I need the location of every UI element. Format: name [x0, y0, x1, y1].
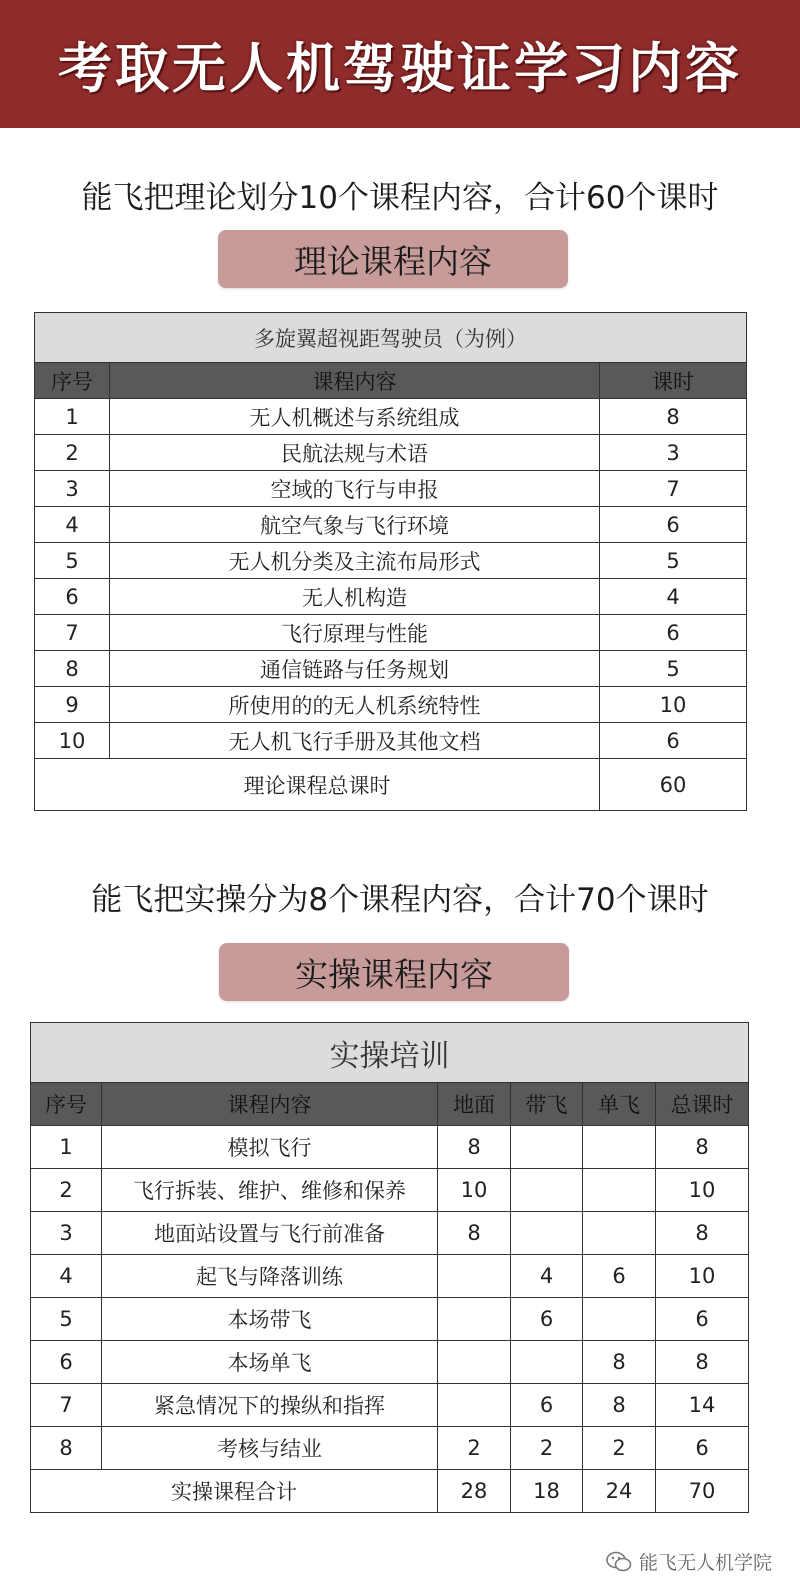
- title-banner: [0, 0, 800, 128]
- table-caption-row: [35, 313, 747, 363]
- solo-hours: [583, 1212, 656, 1255]
- total-dual: 18: [511, 1470, 583, 1513]
- solo-hours: 6: [583, 1255, 656, 1298]
- course-hours: 6: [600, 507, 747, 543]
- total-hours: 10: [656, 1169, 749, 1212]
- table-row: [35, 507, 747, 543]
- course-hours: 5: [600, 651, 747, 687]
- total-hours: 10: [656, 1255, 749, 1298]
- table-header-row: [31, 1083, 749, 1126]
- ground-hours: [438, 1384, 511, 1427]
- total-solo: 24: [583, 1470, 656, 1513]
- theory-section-label: 理论课程内容: [218, 230, 568, 288]
- table-header-row: [35, 363, 747, 399]
- total-row: [31, 1470, 749, 1513]
- solo-hours: [583, 1298, 656, 1341]
- course-name: 飞行原理与性能: [110, 615, 600, 651]
- total-hours: 6: [656, 1298, 749, 1341]
- practice-section-label: 实操课程内容: [219, 943, 569, 1001]
- total-hours: 14: [656, 1384, 749, 1427]
- course-name: 地面站设置与飞行前准备: [102, 1212, 438, 1255]
- row-index: 5: [31, 1298, 102, 1341]
- course-name: 所使用的的无人机系统特性: [110, 687, 600, 723]
- table-row: [31, 1212, 749, 1255]
- course-name: 紧急情况下的操纵和指挥: [102, 1384, 438, 1427]
- table-row: [31, 1126, 749, 1169]
- course-name: 起飞与降落训练: [102, 1255, 438, 1298]
- table-row: [35, 471, 747, 507]
- table-row: [35, 651, 747, 687]
- row-index: 1: [31, 1126, 102, 1169]
- table-row: [31, 1298, 749, 1341]
- table-caption: 多旋翼超视距驾驶员（为例）: [35, 313, 747, 363]
- course-name: 考核与结业: [102, 1427, 438, 1470]
- dual-hours: [511, 1126, 583, 1169]
- practice-intro: 能飞把实操分为8个课程内容，合计70个课时: [91, 882, 709, 918]
- row-index: 2: [31, 1169, 102, 1212]
- row-index: 4: [35, 507, 110, 543]
- row-index: 2: [35, 435, 110, 471]
- table-row: [31, 1427, 749, 1470]
- table-row: [35, 723, 747, 759]
- course-hours: 6: [600, 723, 747, 759]
- total-hours: 8: [656, 1341, 749, 1384]
- row-index: 3: [35, 471, 110, 507]
- table-row: [31, 1341, 749, 1384]
- total-hours: 70: [656, 1470, 749, 1513]
- dual-hours: [511, 1341, 583, 1384]
- table-row: [35, 399, 747, 435]
- dual-hours: 2: [511, 1427, 583, 1470]
- course-name: 无人机概述与系统组成: [110, 399, 600, 435]
- row-index: 9: [35, 687, 110, 723]
- ground-hours: [438, 1341, 511, 1384]
- course-name: 航空气象与飞行环境: [110, 507, 600, 543]
- course-name: 模拟飞行: [102, 1126, 438, 1169]
- row-index: 1: [35, 399, 110, 435]
- total-label: 理论课程总课时: [35, 759, 600, 811]
- row-index: 10: [35, 723, 110, 759]
- course-hours: 10: [600, 687, 747, 723]
- row-index: 7: [31, 1384, 102, 1427]
- course-name: 飞行拆装、维护、维修和保养: [102, 1169, 438, 1212]
- course-name: 无人机构造: [110, 579, 600, 615]
- total-hours: 8: [656, 1126, 749, 1169]
- wechat-icon: [605, 1551, 633, 1573]
- course-hours: 5: [600, 543, 747, 579]
- total-label: 实操课程合计: [31, 1470, 438, 1513]
- dual-hours: 6: [511, 1384, 583, 1427]
- header-course: 课程内容: [102, 1083, 438, 1126]
- ground-hours: 8: [438, 1126, 511, 1169]
- ground-hours: 8: [438, 1212, 511, 1255]
- solo-hours: [583, 1169, 656, 1212]
- total-value: 60: [600, 759, 747, 811]
- watermark: [605, 1548, 772, 1575]
- table-row: [35, 687, 747, 723]
- dual-hours: [511, 1169, 583, 1212]
- dual-hours: 6: [511, 1298, 583, 1341]
- row-index: 3: [31, 1212, 102, 1255]
- table-row: [35, 543, 747, 579]
- course-name: 本场带飞: [102, 1298, 438, 1341]
- course-hours: 4: [600, 579, 747, 615]
- course-name: 本场单飞: [102, 1341, 438, 1384]
- row-index: 8: [31, 1427, 102, 1470]
- header-dual: 带飞: [511, 1083, 583, 1126]
- header-total: 总课时: [656, 1083, 749, 1126]
- table-row: [35, 579, 747, 615]
- watermark-text: 能飞无人机学院: [638, 1552, 772, 1574]
- total-ground: 28: [438, 1470, 511, 1513]
- solo-hours: [583, 1126, 656, 1169]
- ground-hours: [438, 1298, 511, 1341]
- row-index: 6: [35, 579, 110, 615]
- table-row: [35, 615, 747, 651]
- course-hours: 3: [600, 435, 747, 471]
- table-caption: 实操培训: [31, 1023, 749, 1083]
- header-index: 序号: [31, 1083, 102, 1126]
- page-title: 考取无人机驾驶证学习内容: [58, 36, 742, 100]
- header-course: 课程内容: [110, 363, 600, 399]
- table-row: [35, 435, 747, 471]
- course-name: 民航法规与术语: [110, 435, 600, 471]
- solo-hours: 8: [583, 1341, 656, 1384]
- course-name: 无人机分类及主流布局形式: [110, 543, 600, 579]
- header-ground: 地面: [438, 1083, 511, 1126]
- row-index: 5: [35, 543, 110, 579]
- header-hours: 课时: [600, 363, 747, 399]
- course-name: 空域的飞行与申报: [110, 471, 600, 507]
- theory-intro: 能飞把理论划分10个课程内容，合计60个课时: [81, 180, 719, 216]
- table-caption-row: [31, 1023, 749, 1083]
- header-index: 序号: [35, 363, 110, 399]
- total-hours: 8: [656, 1212, 749, 1255]
- ground-hours: 2: [438, 1427, 511, 1470]
- course-name: 通信链路与任务规划: [110, 651, 600, 687]
- row-index: 8: [35, 651, 110, 687]
- practice-course-table: [30, 1022, 749, 1513]
- dual-hours: 4: [511, 1255, 583, 1298]
- ground-hours: 10: [438, 1169, 511, 1212]
- ground-hours: [438, 1255, 511, 1298]
- row-index: 6: [31, 1341, 102, 1384]
- header-solo: 单飞: [583, 1083, 656, 1126]
- dual-hours: [511, 1212, 583, 1255]
- total-hours: 6: [656, 1427, 749, 1470]
- table-row: [31, 1255, 749, 1298]
- theory-course-table: [34, 312, 747, 811]
- course-hours: 8: [600, 399, 747, 435]
- row-index: 4: [31, 1255, 102, 1298]
- course-hours: 7: [600, 471, 747, 507]
- total-row: [35, 759, 747, 811]
- solo-hours: 8: [583, 1384, 656, 1427]
- table-row: [31, 1384, 749, 1427]
- solo-hours: 2: [583, 1427, 656, 1470]
- row-index: 7: [35, 615, 110, 651]
- course-hours: 6: [600, 615, 747, 651]
- course-name: 无人机飞行手册及其他文档: [110, 723, 600, 759]
- table-row: [31, 1169, 749, 1212]
